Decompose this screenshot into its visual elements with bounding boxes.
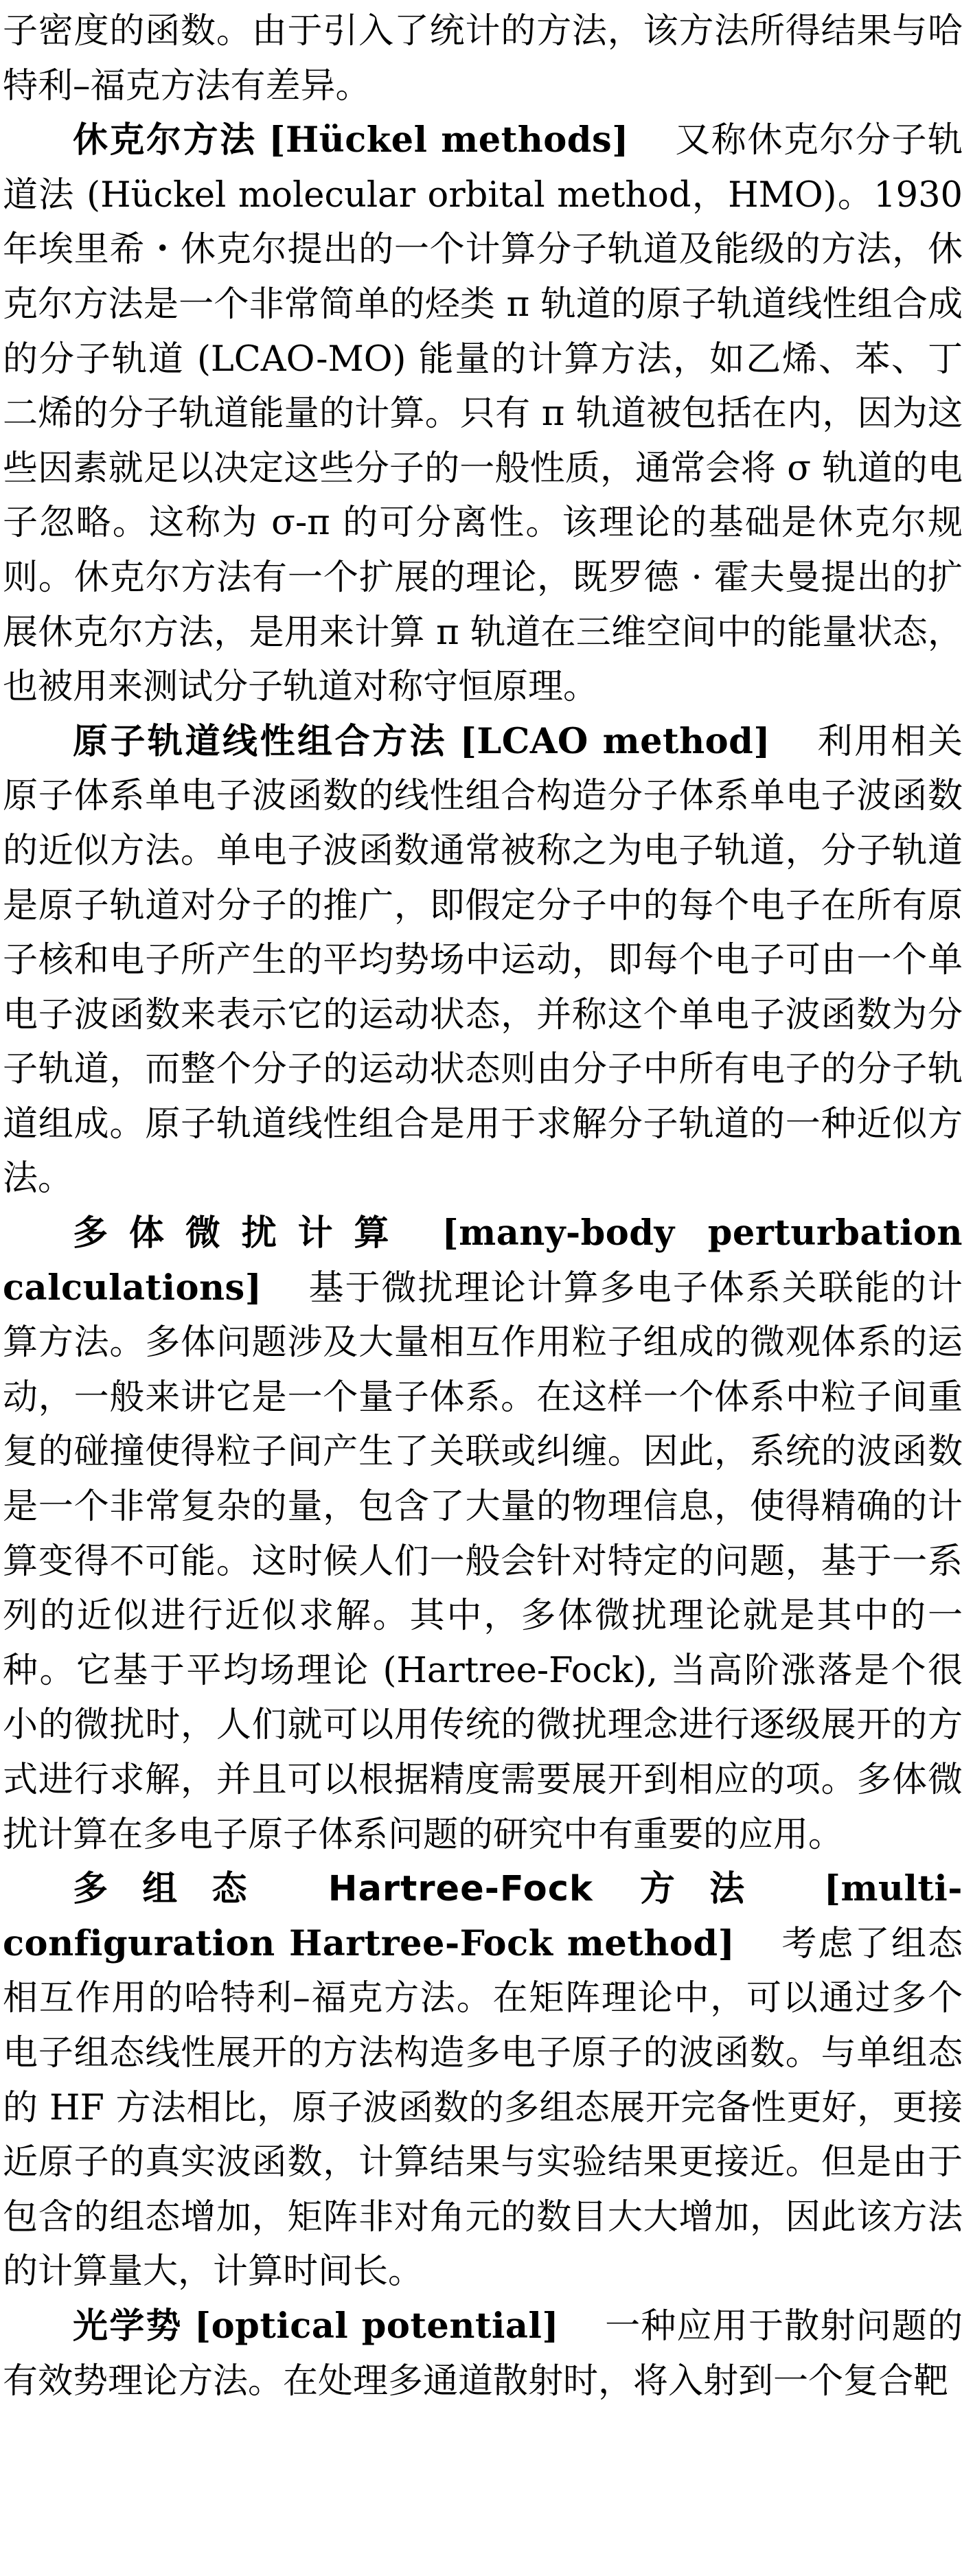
entry-huckel-method [3, 113, 963, 715]
entry-optical-potential [3, 2299, 963, 2408]
entry-english-term: [LCAO method] [459, 720, 770, 762]
entry-term: 休克尔方法 [73, 120, 257, 161]
entry-definition: 又称休克尔分子轨道法 (Hückel molecular orbital method，HMO)。1930 年埃里希・休克尔提出的一个计算分子轨道及能级的方法，休克尔方法是一个非常简单的烃类 π 轨道的原子轨道线性组合成的分子轨道 (LCAO-MO) 能量的计算方法，如乙烯、苯、丁二烯的分子轨道能量的计算。只有 π 轨道被包括在内，因为这些因素就足以决定这些分子的一般性质，通常会将 σ 轨道的电子忽略。这称为 σ-π 的可分离性。该理论的基础是休克尔规则。休克尔方法有一个扩展的理论，既罗德 · 霍夫曼提出的扩展休克尔方法，是用来计算 π 轨道在三维空间中的能量状态，也被用来测试分子轨道对称守恒原理。 [3, 120, 963, 708]
entry-english-term: [optical potential] [194, 2305, 559, 2347]
intro-paragraph [3, 4, 963, 113]
entry-term: 多体微扰计算 [73, 1213, 411, 1254]
entry-term: 多组态 Hartree-Fock 方法 [73, 1869, 779, 1910]
entry-definition: 基于微扰理论计算多电子体系关联能的计算方法。多体问题涉及大量相互作用粒子组成的微观体系的运动，一般来讲它是一个量子体系。在这样一个体系中粒子间重复的碰撞使得粒子间产生了关联或纠缠。因此，系统的波函数是一个非常复杂的量，包含了大量的物理信息，使得精确的计算变得不可能。这时候人们一般会针对特定的问题，基于一系列的近似进行近似求解。其中，多体微扰理论就是其中的一种。它基于平均场理论 (Hartree-Fock), 当高阶涨落是个很小的微扰时，人们就可以用传统的微扰理念进行逐级展开的方式进行求解，并且可以根据精度需要展开到相应的项。多体微扰计算在多电子原子体系问题的研究中有重要的应用。 [3, 1267, 963, 1855]
entry-definition: 一种应用于散射问题的有效势理论方法。在处理多通道散射时，将入射到一个复合靶 [3, 2305, 963, 2402]
entry-lcao-method [3, 715, 963, 1206]
entry-english-term: [multi-configuration Hartree-Fock method] [3, 1868, 963, 1964]
entry-mchf-method [3, 1862, 963, 2299]
entry-term: 原子轨道线性组合方法 [73, 721, 448, 762]
entry-definition: 考虑了组态相互作用的哈特利–福克方法。在矩阵理论中，可以通过多个电子组态线性展开的方法构造多电子原子的波函数。与单组态的 HF 方法相比，原子波函数的多组态展开完备性更好，更接近原子的真实波函数，计算结果与实验结果更接近。但是由于包含的组态增加，矩阵非对角元的数目大大增加，因此该方法的计算量大，计算时间长。 [3, 1923, 963, 2292]
document-page [3, 4, 963, 2408]
entry-term: 光学势 [73, 2305, 183, 2347]
entry-definition: 利用相关原子体系单电子波函数的线性组合构造分子体系单电子波函数的近似方法。单电子波函数通常被称之为电子轨道，分子轨道是原子轨道对分子的推广，即假定分子中的每个电子在所有原子核和电子所产生的平均势场中运动，即每个电子可由一个单电子波函数来表示它的运动状态，并称这个单电子波函数为分子轨道，而整个分子的运动状态则由分子中所有电子的分子轨道组成。原子轨道线性组合是用于求解分子轨道的一种近似方法。 [3, 721, 963, 1199]
intro-text: 子密度的函数。由于引入了统计的方法，该方法所得结果与哈特利–福克方法有差异。 [3, 11, 963, 106]
entry-english-term: [many-body perturbation calculations] [3, 1212, 963, 1309]
entry-english-term: [Hückel methods] [268, 119, 629, 161]
entry-many-body-perturbation [3, 1206, 963, 1862]
